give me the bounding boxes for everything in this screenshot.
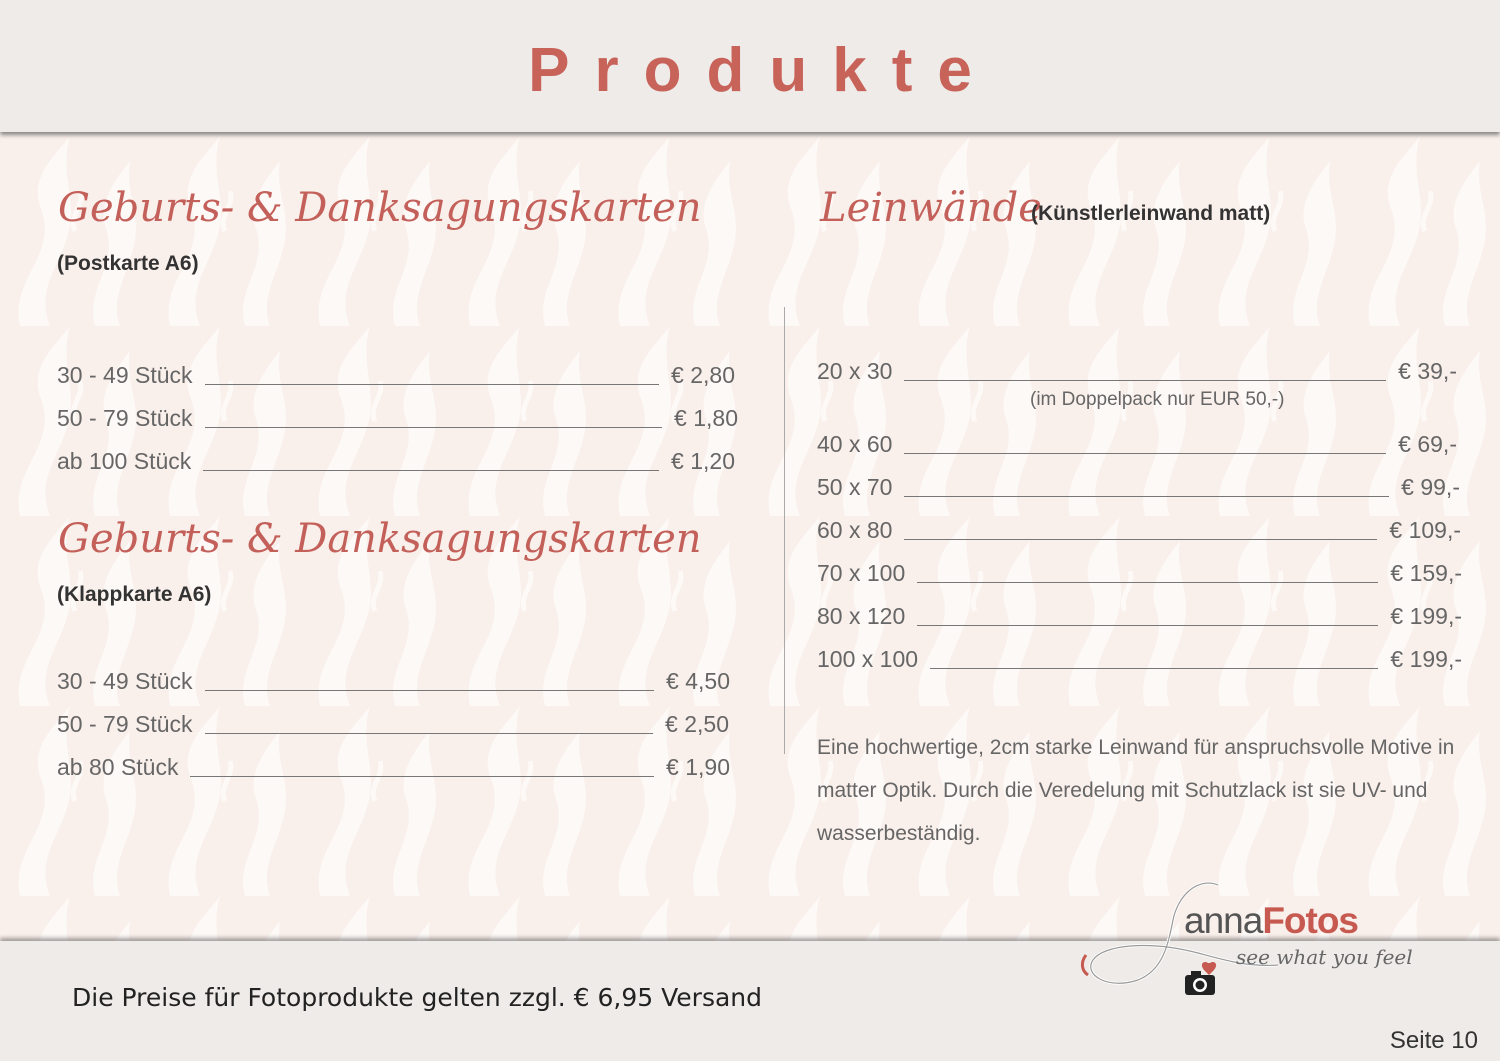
price-row <box>57 751 730 781</box>
page-number: Seite 10 <box>1389 1027 1478 1054</box>
quantity-label: 30 - 49 Stück <box>57 362 193 388</box>
klappkarte-subtitle: (Klappkarte A6) <box>57 583 212 606</box>
camera-heart-icon <box>1182 961 1222 997</box>
page-title: Produkte <box>528 36 997 105</box>
price-value: € 1,90 <box>666 754 730 780</box>
price-row <box>817 557 1462 587</box>
price-row <box>57 402 738 432</box>
price-value: € 199,- <box>1390 603 1462 629</box>
leader-line <box>917 581 1378 583</box>
size-label: 60 x 80 <box>817 517 893 543</box>
quantity-label: 50 - 79 Stück <box>57 711 193 737</box>
page-header <box>0 0 1500 132</box>
price-row <box>817 600 1462 630</box>
leader-line <box>904 452 1386 454</box>
price-row <box>817 471 1460 501</box>
leader-line <box>205 732 654 734</box>
postkarte-subtitle: (Postkarte A6) <box>57 252 199 275</box>
price-value: € 39,- <box>1398 358 1457 384</box>
price-value: € 1,20 <box>671 448 735 474</box>
price-row <box>817 428 1457 458</box>
size-label: 50 x 70 <box>817 474 893 500</box>
price-row <box>817 514 1461 544</box>
logo-tagline: see what you feel <box>1236 945 1413 969</box>
leader-line <box>917 624 1378 626</box>
price-row <box>57 665 730 695</box>
price-row <box>817 643 1462 673</box>
price-value: € 109,- <box>1389 517 1461 543</box>
price-value: € 69,- <box>1398 431 1457 457</box>
price-value: € 2,80 <box>671 362 735 388</box>
logo-wordmark: annaFotos <box>1184 900 1359 941</box>
klappkarte-title: Geburts- & Danksagungskarten <box>58 516 702 562</box>
postkarte-title: Geburts- & Danksagungskarten <box>58 185 702 231</box>
quantity-label: 50 - 79 Stück <box>57 405 193 431</box>
leader-line <box>205 426 663 428</box>
leader-line <box>190 775 654 777</box>
shipping-note: Die Preise für Fotoprodukte gelten zzgl. € 6,95 Versand <box>72 983 763 1012</box>
annafotos-logo <box>1078 875 1413 1000</box>
price-value: € 2,50 <box>665 711 729 737</box>
size-label: 20 x 30 <box>817 358 893 384</box>
price-row <box>57 708 729 738</box>
size-label: 40 x 60 <box>817 431 893 457</box>
price-value: € 1,80 <box>674 405 738 431</box>
size-label: 80 x 120 <box>817 603 906 629</box>
leinwaende-subtitle: (Künstlerleinwand matt) <box>1031 202 1271 225</box>
leader-line <box>904 379 1386 381</box>
leinwaende-title: Leinwände <box>820 185 1042 231</box>
price-value: € 99,- <box>1401 474 1460 500</box>
leader-line <box>904 538 1377 540</box>
column-divider <box>784 307 785 754</box>
leinwand-description: Eine hochwertige, 2cm starke Leinwand für anspruchsvolle Motive in matter Optik. Durch die Veredelung mit Schutzlack ist sie UV- und wasserbeständig. <box>817 736 1455 845</box>
price-row <box>57 359 735 389</box>
leader-line <box>205 689 655 691</box>
price-value: € 4,50 <box>666 668 730 694</box>
price-value: € 199,- <box>1390 646 1462 672</box>
quantity-label: 30 - 49 Stück <box>57 668 193 694</box>
leader-line <box>205 383 660 385</box>
quantity-label: ab 100 Stück <box>57 448 192 474</box>
leader-line <box>203 469 659 471</box>
size-label: 100 x 100 <box>817 646 919 672</box>
quantity-label: ab 80 Stück <box>57 754 179 780</box>
price-row <box>817 355 1457 385</box>
price-row <box>57 445 735 475</box>
price-value: € 159,- <box>1390 560 1462 586</box>
size-label: 70 x 100 <box>817 560 906 586</box>
doppelpack-note: (im Doppelpack nur EUR 50,-) <box>1030 389 1285 410</box>
leader-line <box>904 495 1389 497</box>
leader-line <box>930 667 1378 669</box>
